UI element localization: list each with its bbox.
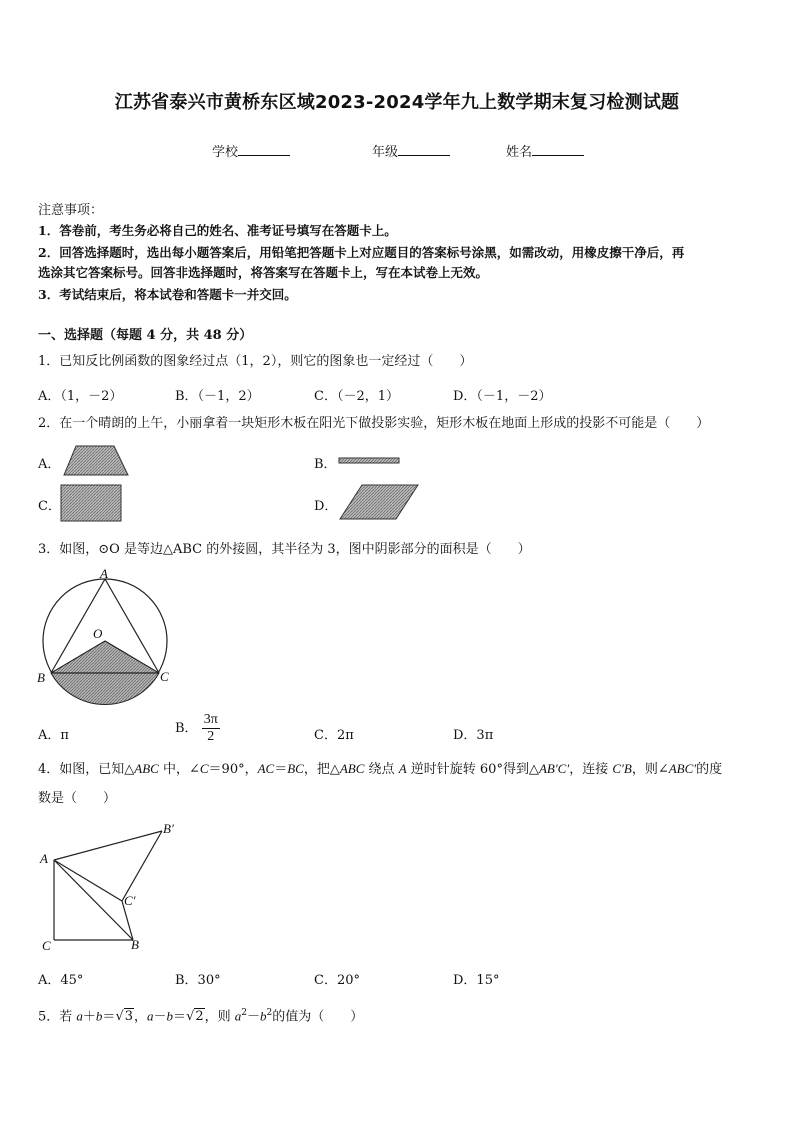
question-1: 1．已知反比例函数的图象经过点（1，2），则它的图象也一定经过（ ） <box>38 354 473 369</box>
notice-heading: 注意事项： <box>38 203 104 218</box>
question-4-line-2: 数是（ ） <box>38 791 117 806</box>
q4-label-b-prime: B′ <box>163 821 174 836</box>
notice-item-3: 3．考试结束后，将本试卷和答题卡一并交回。 <box>38 287 297 302</box>
grade-blank <box>398 143 450 156</box>
q2-option-a: A． <box>38 457 61 472</box>
section-heading: 一、选择题（每题 4 分，共 48 分） <box>38 328 253 343</box>
q3-option-b <box>175 712 220 745</box>
q1-option-b: B．（－1，2） <box>175 389 260 404</box>
question-3: 3．如图，⊙O 是等边△ABC 的外接圆，其半径为 3，图中阴影部分的面积是（ ） <box>38 542 531 557</box>
name-label: 姓名 <box>506 145 533 160</box>
q2-parallelogram-figure <box>338 483 422 523</box>
notice-item-2b: 选涂其它答案标号。回答非选择题时，将答案写在答题卡上，写在本试卷上无效。 <box>38 265 489 280</box>
notice-item-1: 1．答卷前，考生务必将自己的姓名、准考证号填写在答题卡上。 <box>38 223 397 238</box>
question-4-line-1: 4．如图，已知△ABC 中，∠C＝90°，AC＝BC，把△ABC 绕点 A 逆时针旋转 60°得到△AB′C′，连接 C′B，则∠ABC′的度 <box>38 761 723 777</box>
grade-field <box>372 141 450 160</box>
q3-label-a: A <box>100 566 108 581</box>
q3-option-a: A．π <box>38 728 69 743</box>
q3-circle-figure <box>34 566 176 708</box>
page-title: 江苏省泰兴市黄桥东区域2023-2024学年九上数学期末复习检测试题 <box>114 92 680 113</box>
q2-option-c: C． <box>38 499 61 514</box>
q1-option-d: D．（－1，－2） <box>453 389 552 404</box>
q4-label-c-prime: C′ <box>124 893 136 908</box>
grade-label: 年级 <box>372 145 399 160</box>
q1-option-c: C．（－2，1） <box>314 389 399 404</box>
sqrt-3: √3 <box>115 1009 134 1025</box>
q4-rotation-figure <box>40 824 180 949</box>
q3-fraction-denominator: 2 <box>207 729 215 744</box>
q4-option-b: B．30° <box>175 973 221 988</box>
q4-label-a: A <box>40 851 48 866</box>
sqrt-2: √2 <box>186 1009 204 1025</box>
q3-fraction-numerator: 3π <box>203 712 218 727</box>
q4-label-c: C <box>42 938 51 953</box>
name-field <box>506 141 584 160</box>
question-5: 5．若 a＋b＝√3，a－b＝√2，则 $a^2-b^2$的值为（ ） <box>38 1008 364 1025</box>
q3-option-c: C．2π <box>314 728 354 743</box>
question-2: 2．在一个晴朗的上午，小丽拿着一块矩形木板在阳光下做投影实验，矩形木板在地面上形成的投影不可能是（ ） <box>38 416 710 431</box>
q3-label-c: C <box>160 669 169 684</box>
q2-trapezoid-figure <box>62 445 130 477</box>
q3-option-b-fraction <box>202 712 220 745</box>
school-label: 学校 <box>212 145 239 160</box>
q2-rectangle-figure <box>60 484 124 524</box>
q3-label-o: O <box>93 626 103 641</box>
notice-item-2a: 2．回答选择题时，选出每小题答案后，用铅笔把答题卡上对应题目的答案标号涂黑，如需改动，用橡皮擦干净后，再 <box>38 245 685 260</box>
q4-option-d: D．15° <box>453 973 500 988</box>
q4-option-a: A．45° <box>38 973 84 988</box>
school-blank <box>238 143 290 156</box>
q4-label-b: B <box>131 937 139 952</box>
q3-option-d: D．3π <box>453 728 494 743</box>
q4-option-c: C．20° <box>314 973 360 988</box>
q3-option-b-prefix: B． <box>175 721 198 736</box>
q1-option-a: A．（1，－2） <box>38 389 123 404</box>
school-field <box>212 141 290 160</box>
q3-label-b: B <box>37 670 45 685</box>
q2-segment-figure <box>338 456 402 466</box>
name-blank <box>532 143 584 156</box>
q2-option-d: D． <box>314 499 338 514</box>
q2-option-b: B． <box>314 457 337 472</box>
